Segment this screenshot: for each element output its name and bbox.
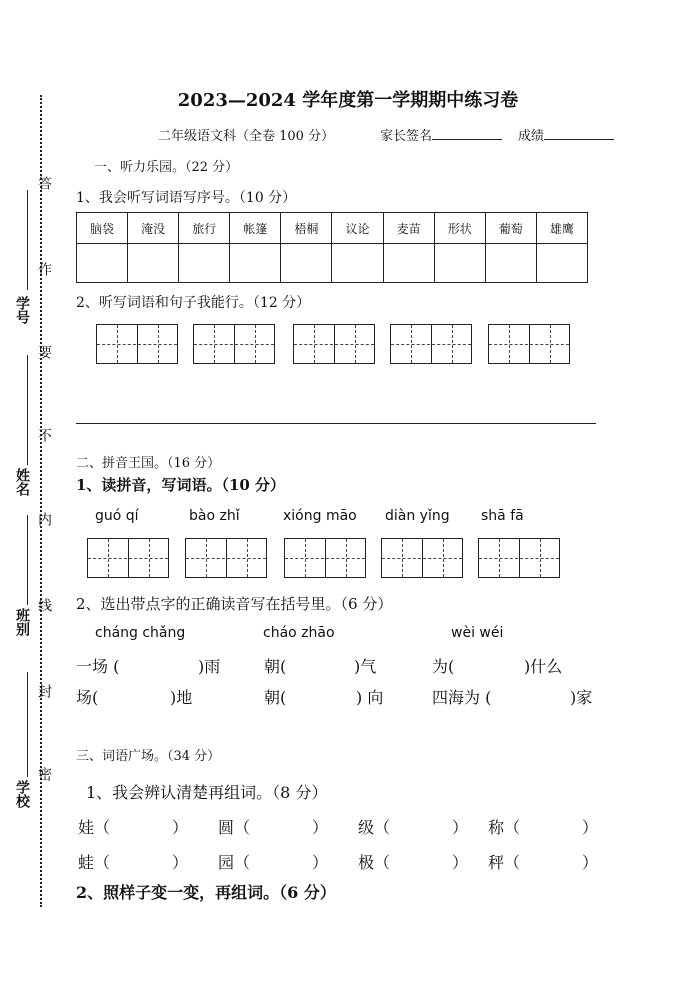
section-3-heading: 三、词语广场。（34 分） — [76, 749, 221, 764]
binding-char-8: 密 — [36, 767, 52, 781]
word-group-5-close: ） — [172, 853, 189, 872]
word-group-1-open: 娃（ — [78, 818, 111, 837]
section-2-heading: 二、拼音王国。（16 分） — [76, 456, 221, 471]
word-cell: 淹没 — [128, 213, 179, 244]
writing-grid[interactable] — [185, 538, 267, 578]
word-group-8-close: ） — [582, 853, 599, 872]
score-blank[interactable] — [544, 139, 614, 140]
grade-info: 二年级语文科（全卷 100 分） — [158, 129, 335, 144]
word-cell: 葡萄 — [485, 213, 536, 244]
answer-cell[interactable] — [485, 244, 536, 283]
reading-q4-left: 场( — [76, 688, 99, 707]
binding-char-1: 答 — [36, 176, 52, 190]
score-label: 成绩 — [518, 129, 545, 144]
reading-q2-left: 朝( — [264, 657, 287, 676]
class-label: 班别 — [14, 608, 30, 636]
word-group-6-open: 园（ — [218, 853, 251, 872]
pinyin-3: xióng māo — [283, 508, 357, 524]
reading-q4-right: )地 — [170, 688, 193, 707]
writing-grid[interactable] — [96, 324, 178, 364]
reading-q1-left: 一场 ( — [76, 657, 120, 676]
answer-cell[interactable] — [383, 244, 434, 283]
s1-question-2: 2、听写词语和句子我能行。（12 分） — [76, 295, 311, 311]
writing-grid[interactable] — [87, 538, 169, 578]
section-1-heading: 一、听力乐园。（22 分） — [94, 160, 239, 175]
parent-signature[interactable] — [380, 125, 502, 144]
parent-signature-blank[interactable] — [432, 139, 502, 140]
reading-q5-left: 朝( — [264, 688, 287, 707]
writing-grid[interactable] — [293, 324, 375, 364]
answer-cell[interactable] — [230, 244, 281, 283]
name-label: 姓名 — [14, 468, 30, 496]
reading-q6-left: 四海为 ( — [432, 688, 492, 707]
word-group-3-close: ） — [452, 818, 469, 837]
writing-grid[interactable] — [488, 324, 570, 364]
binding-char-3: 要 — [36, 345, 52, 359]
reading-options-2: cháo zhāo — [263, 625, 335, 641]
reading-q6-right: )家 — [570, 688, 593, 707]
writing-grid[interactable] — [193, 324, 275, 364]
student-id-label: 学号 — [14, 296, 30, 324]
answer-cell[interactable] — [128, 244, 179, 283]
page-title: 2023—2024 学年度第一学期期中练习卷 — [177, 90, 519, 111]
parent-signature-label: 家长签名 — [380, 129, 433, 144]
pinyin-1: guó qí — [95, 508, 139, 524]
writing-grid[interactable] — [381, 538, 463, 578]
word-group-7-close: ） — [452, 853, 469, 872]
s3-question-2: 2、照样子变一变，再组词。（6 分） — [76, 883, 336, 902]
word-group-2-close: ） — [312, 818, 329, 837]
word-group-8-open: 秤（ — [488, 853, 521, 872]
reading-q3-left: 为( — [432, 657, 455, 676]
binding-char-7: 封 — [36, 684, 52, 698]
word-cell: 麦苗 — [383, 213, 434, 244]
word-group-5-open: 蛙（ — [78, 853, 111, 872]
reading-q5-right: ) 向 — [356, 688, 384, 707]
pinyin-5: shā fā — [481, 508, 524, 524]
reading-options-3: wèi wéi — [451, 625, 504, 641]
writing-grid[interactable] — [284, 538, 366, 578]
word-group-4-close: ） — [582, 818, 599, 837]
score-field[interactable] — [518, 125, 614, 144]
writing-grid[interactable] — [390, 324, 472, 364]
name-line[interactable] — [27, 355, 28, 465]
word-cell: 雄鹰 — [536, 213, 587, 244]
s3-question-1: 1、我会辨认清楚再组词。（8 分） — [86, 783, 328, 802]
word-group-3-open: 级（ — [358, 818, 391, 837]
word-cell: 脑袋 — [77, 213, 128, 244]
dictation-word-table — [76, 212, 588, 283]
binding-dotted-line — [40, 95, 42, 907]
s2-question-1: 1、读拼音，写词语。（10 分） — [76, 476, 286, 494]
word-group-1-close: ） — [172, 818, 189, 837]
class-line[interactable] — [27, 515, 28, 605]
answer-cell[interactable] — [179, 244, 230, 283]
binding-char-6: 线 — [36, 598, 52, 612]
word-cell: 梧桐 — [281, 213, 332, 244]
word-group-4-open: 称（ — [488, 818, 521, 837]
reading-q1-right: )雨 — [198, 657, 221, 676]
pinyin-2: bào zhǐ — [189, 508, 240, 524]
sentence-writing-line[interactable] — [76, 423, 596, 424]
word-group-6-close: ） — [312, 853, 329, 872]
school-label: 学校 — [14, 780, 30, 808]
student-id-line[interactable] — [27, 190, 28, 290]
binding-char-2: 作 — [36, 262, 52, 276]
word-cell: 旅行 — [179, 213, 230, 244]
answer-cell[interactable] — [281, 244, 332, 283]
word-cell: 议论 — [332, 213, 383, 244]
reading-options-1: cháng chǎng — [95, 625, 186, 641]
reading-q3-right: )什么 — [524, 657, 563, 676]
answer-cell[interactable] — [332, 244, 383, 283]
word-cell: 帐篷 — [230, 213, 281, 244]
writing-grid[interactable] — [478, 538, 560, 578]
pinyin-4: diàn yǐng — [385, 508, 450, 524]
word-group-2-open: 圆（ — [218, 818, 251, 837]
binding-char-5: 内 — [36, 512, 52, 526]
word-cell: 形状 — [434, 213, 485, 244]
answer-cell[interactable] — [434, 244, 485, 283]
answer-cell[interactable] — [77, 244, 128, 283]
s1-question-1: 1、我会听写词语写序号。（10 分） — [76, 190, 297, 206]
answer-cell[interactable] — [536, 244, 587, 283]
s2-question-2: 2、选出带点字的正确读音写在括号里。（6 分） — [76, 595, 393, 613]
binding-char-4: 不 — [36, 428, 52, 442]
reading-q2-right: )气 — [354, 657, 377, 676]
word-group-7-open: 极（ — [358, 853, 391, 872]
school-line[interactable] — [27, 672, 28, 777]
